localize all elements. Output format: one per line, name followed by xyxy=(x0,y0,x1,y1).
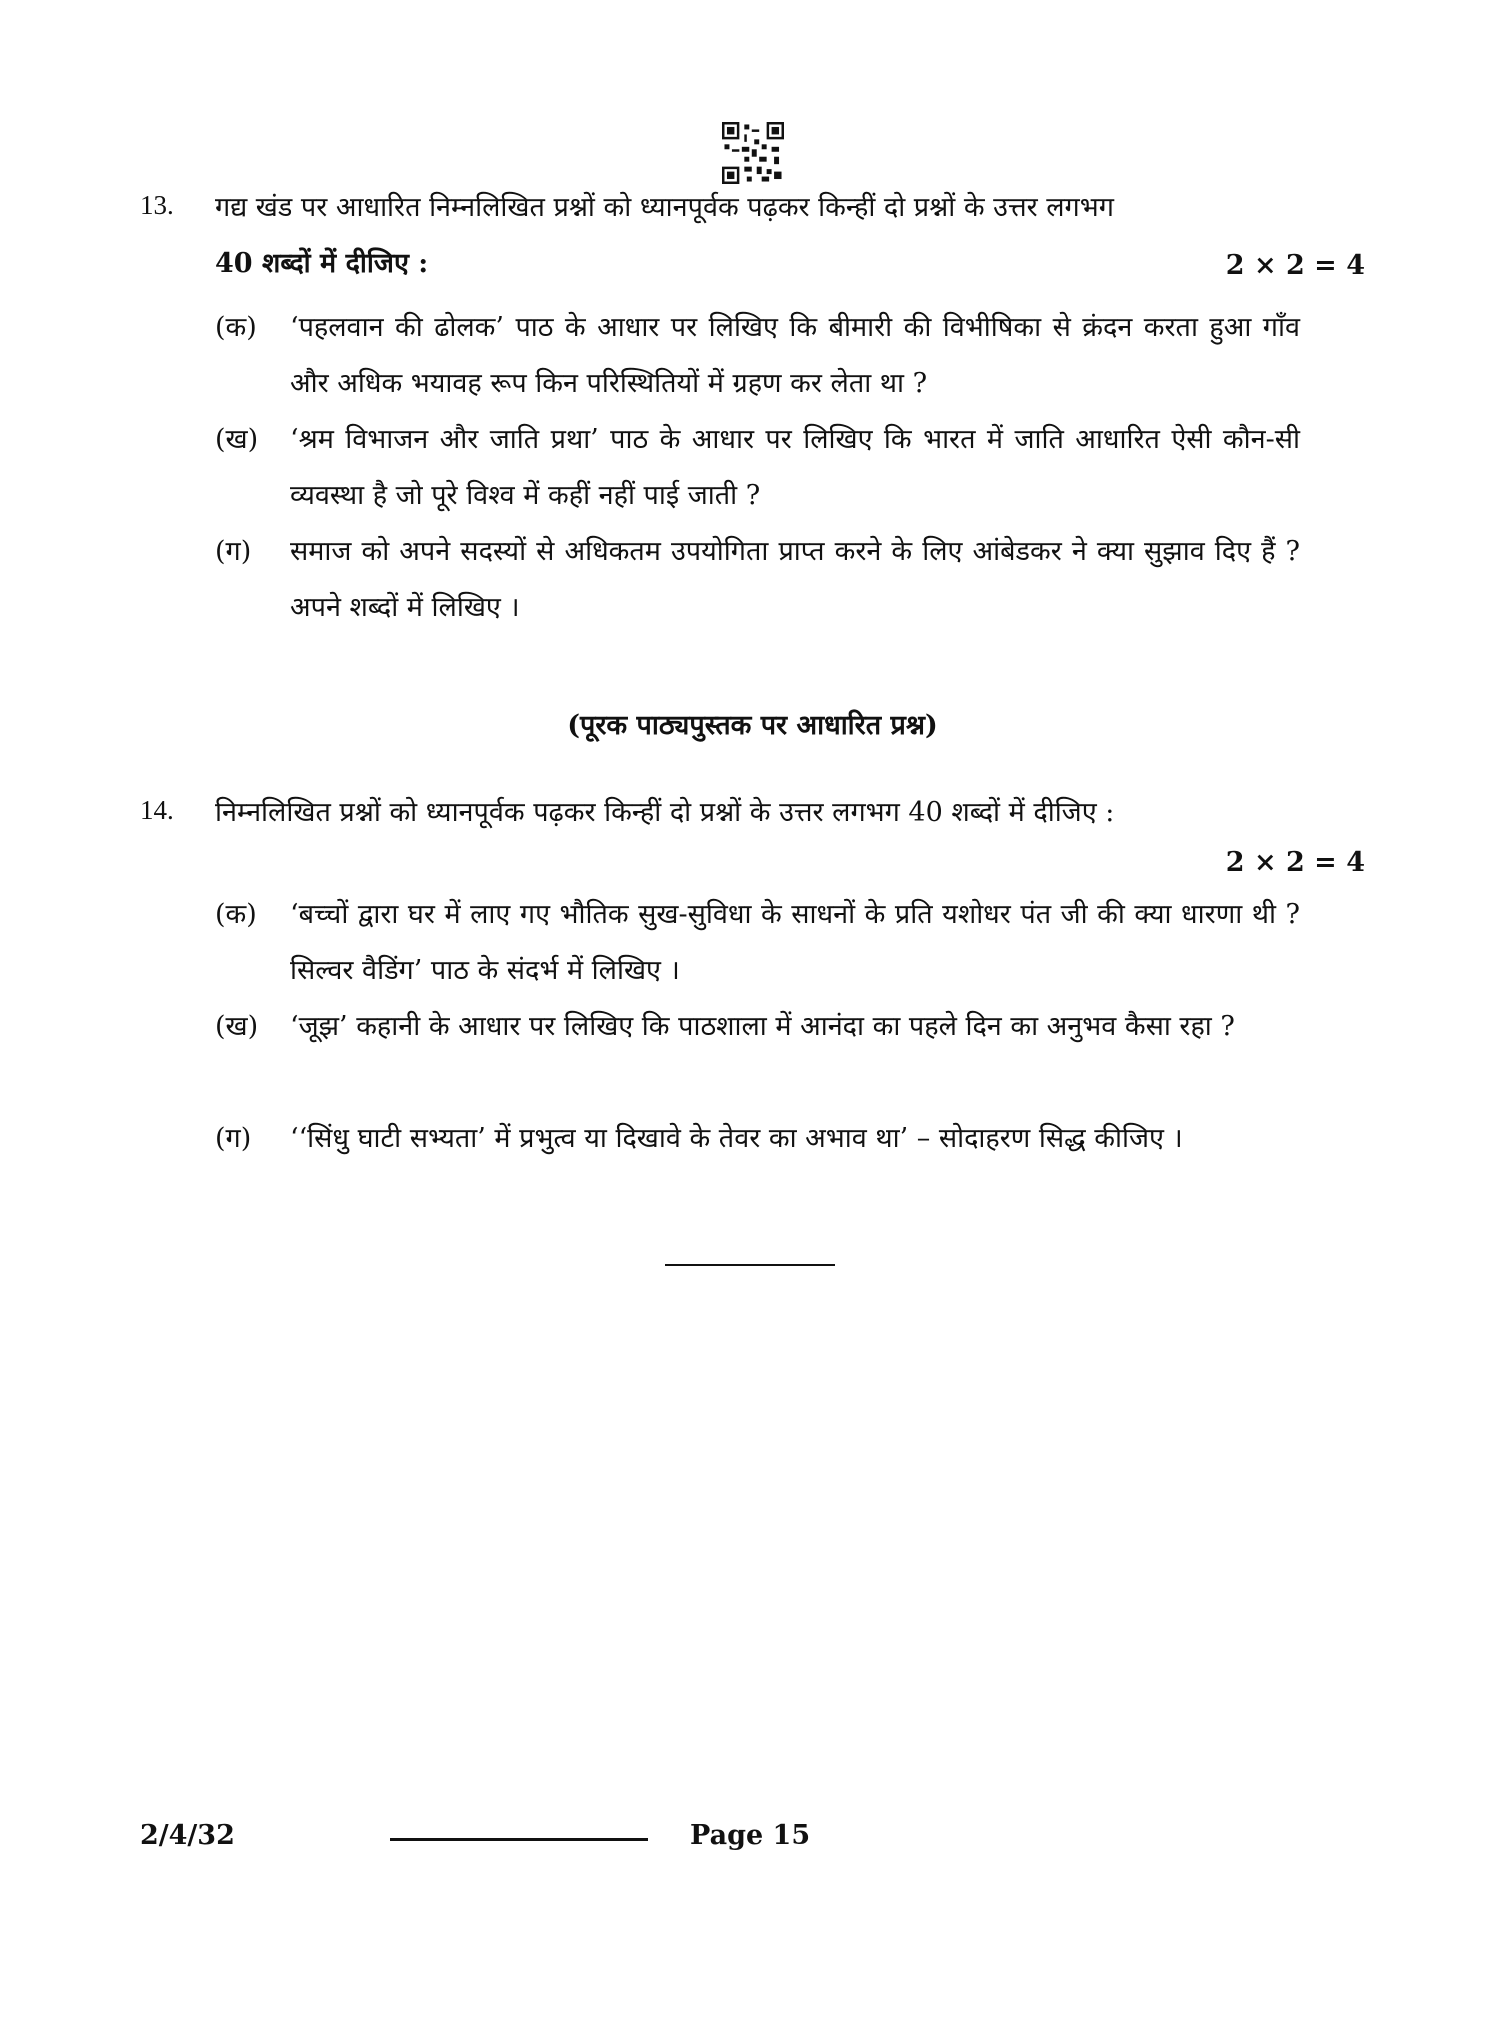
paper-code: 2/4/32 xyxy=(140,1820,235,1851)
item-label: (क) xyxy=(215,899,257,930)
item-text: ‘जूझ’ कहानी के आधार पर लिखिए कि पाठशाला में आनंदा का पहले दिन का अनुभव कैसा रहा ? xyxy=(290,1011,1235,1042)
item-label: (ख) xyxy=(215,424,259,455)
page-number: Page 15 xyxy=(690,1820,811,1851)
item-text: समाज को अपने सदस्यों से अधिकतम उपयोगिता प्राप्त करने के लिए आंबेडकर ने क्या सुझाव दिए हैं ? अपने शब्दों में लिखिए । xyxy=(290,536,1300,623)
item-text: ‘पहलवान की ढोलक’ पाठ के आधार पर लिखिए कि बीमारी की विभीषिका से क्रंदन करता हुआ गाँव और अधिक भयावह रूप किन परिस्थितियों में ग्रहण कर लेता था ? xyxy=(290,312,1300,399)
question-text: निम्नलिखित प्रश्नों को ध्यानपूर्वक पढ़कर किन्हीं दो प्रश्नों के उत्तर लगभग 40 शब्दों में दीजिए : xyxy=(215,797,1115,828)
question-number: 14. xyxy=(140,795,174,825)
item-text: ‘श्रम विभाजन और जाति प्रथा’ पाठ के आधार पर लिखिए कि भारत में जाति आधारित ऐसी कौन-सी व्यवस्था है जो पूरे विश्व में कहीं नहीं पाई जाती ? xyxy=(290,424,1300,511)
item-label: (ग) xyxy=(215,1123,252,1154)
item-label: (ग) xyxy=(215,536,252,567)
item-text: ‘बच्चों द्वारा घर में लाए गए भौतिक सुख-सुविधा के साधनों के प्रति यशोधर पंत जी की क्या धारणा थी ? सिल्वर वैडिंग’ पाठ के संदर्भ में लिखिए । xyxy=(290,899,1300,986)
footer-divider xyxy=(390,1838,648,1841)
question-text-line2: 40 शब्दों में दीजिए : xyxy=(215,248,429,279)
item-text: ‘‘सिंधु घाटी सभ्यता’ में प्रभुत्व या दिखावे के तेवर का अभाव था’ – सोदाहरण सिद्ध कीजिए । xyxy=(290,1123,1183,1154)
question-text-line1: गद्य खंड पर आधारित निम्नलिखित प्रश्नों को ध्यानपूर्वक पढ़कर किन्हीं दो प्रश्नों के उत्तर लगभग xyxy=(215,192,1114,223)
item-label: (ख) xyxy=(215,1011,259,1042)
question-number: 13. xyxy=(140,190,174,220)
section-heading: (पूरक पाठ्यपुस्तक पर आधारित प्रश्न) xyxy=(567,710,938,741)
qr-code-icon xyxy=(722,122,784,184)
marks-allocation: 2 × 2 = 4 xyxy=(1225,250,1365,281)
end-divider xyxy=(665,1264,835,1266)
marks-allocation: 2 × 2 = 4 xyxy=(1225,847,1365,878)
item-label: (क) xyxy=(215,312,257,343)
